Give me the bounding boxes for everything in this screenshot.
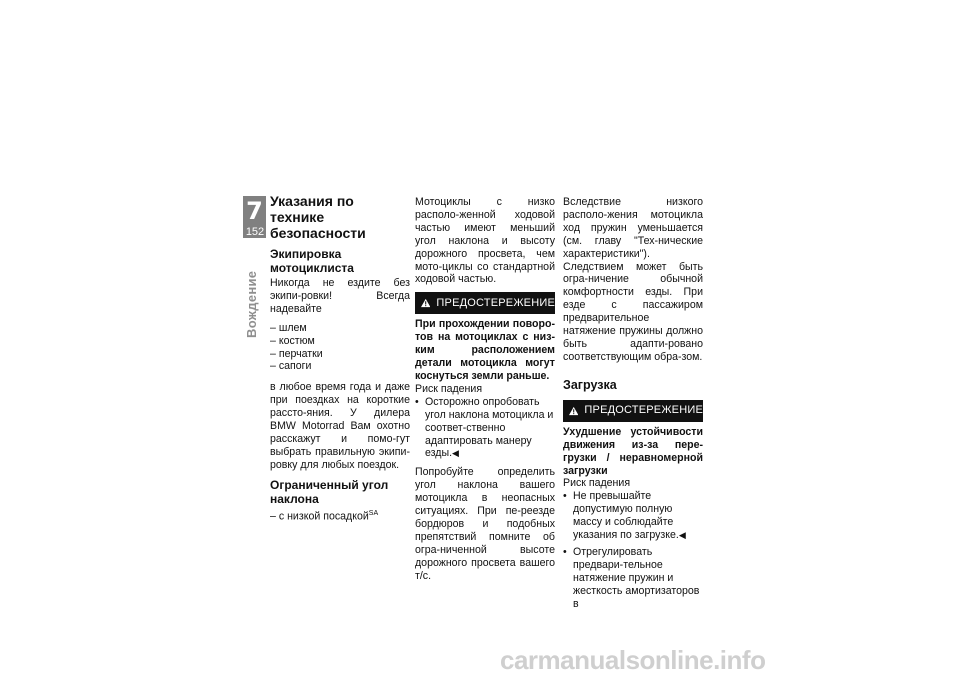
list-item: – перчатки: [270, 347, 323, 360]
end-mark-icon: ◀: [678, 530, 686, 541]
column-2: [415, 196, 555, 588]
paragraph: Мотоциклы с низко располо-женной ходовой частью имеют меньший угол наклона и высоту дорожного просвета, чем мото-циклы со стандартной ходовой частью.: [415, 196, 555, 286]
risk-text: Риск падения: [563, 477, 631, 490]
paragraph: Никогда не ездите без экипи-ровки! Всегда надевайте: [270, 277, 410, 315]
paragraph: Попробуйте определить угол наклона вашего мотоцикла в неопасных ситуациях. При пе-реезде бордюров и подобных препятствий помните об огра-ниченной высоте дорожного просвета вашего т/с.: [415, 466, 555, 582]
bullet-list: [563, 490, 703, 610]
warning-triangle-icon: [569, 404, 578, 418]
column-1: [270, 193, 410, 523]
list-item: • Отрегулировать предвари-тельное натяжение пружин и жесткость амортизаторов в: [563, 546, 703, 611]
warning-banner: [563, 400, 703, 422]
warning-title: При прохождении поворо-тов на мотоциклах с низ-ким расположением детали мотоцикла могут коснуться земли раньше.: [415, 318, 555, 382]
watermark: carmanualsonline.info: [500, 645, 766, 675]
warning-title: Ухудшение устойчивости движения из-за пере-грузки / неравномерной загрузки: [563, 425, 703, 477]
chapter-number: 7: [246, 197, 263, 225]
bullet-text: Не превышайте допустимую полную массу и соблюдайте указания по загрузке.: [573, 490, 679, 542]
warning-banner: [415, 292, 555, 314]
column-3: [563, 196, 703, 616]
paragraph: Вследствие низкого располо-жения мотоцикла ход пружин уменьшается (см. главу "Тех-нические характеристики"). Следствием может быть огра-ничение обычной комфортности езды. При езде с пассажиром предварительное натяжение пружины должно быть адапти-ровано соответствующим обра-зом.: [563, 196, 703, 363]
page-title: Указания по технике безопасности: [270, 193, 366, 241]
risk-text: Риск падения: [415, 382, 483, 395]
list-item: [563, 490, 703, 542]
list-item: [270, 508, 410, 523]
list-item: – сапоги: [270, 360, 312, 373]
list-item: – шлем: [270, 321, 307, 334]
page-number: 152: [245, 226, 265, 238]
heading-lean-angle: Ограниченный угол наклона: [270, 477, 389, 506]
bullet-list: [415, 396, 555, 461]
section-side-label: Вождение: [244, 270, 259, 338]
paragraph: в любое время года и даже при поездках на короткие рассто-яния. У дилера BMW Motorrad Вам охотно расскажут и помо-гут выбрать правильную экипи-ровку для любых поездок.: [270, 381, 410, 471]
list-item: – костюм: [270, 334, 315, 347]
end-mark-icon: ◀: [452, 448, 459, 459]
equipment-list: [270, 322, 410, 374]
heading-equipment: Экипировка мотоциклиста: [270, 247, 354, 275]
low-seat-item: – с низкой посадкой: [270, 510, 369, 523]
warning-label: ПРЕДОСТЕРЕЖЕНИЕ: [436, 296, 555, 309]
warning-triangle-icon: [421, 296, 430, 310]
sa-marker: SA: [368, 509, 379, 517]
bullet-text: Осторожно опробовать угол наклона мотоцикла и соответ-ственно адаптировать манеру езды.: [425, 395, 554, 460]
list-item: [415, 396, 555, 461]
heading-loading: Загрузка: [563, 377, 617, 392]
warning-label: ПРЕДОСТЕРЕЖЕНИЕ: [584, 404, 703, 417]
